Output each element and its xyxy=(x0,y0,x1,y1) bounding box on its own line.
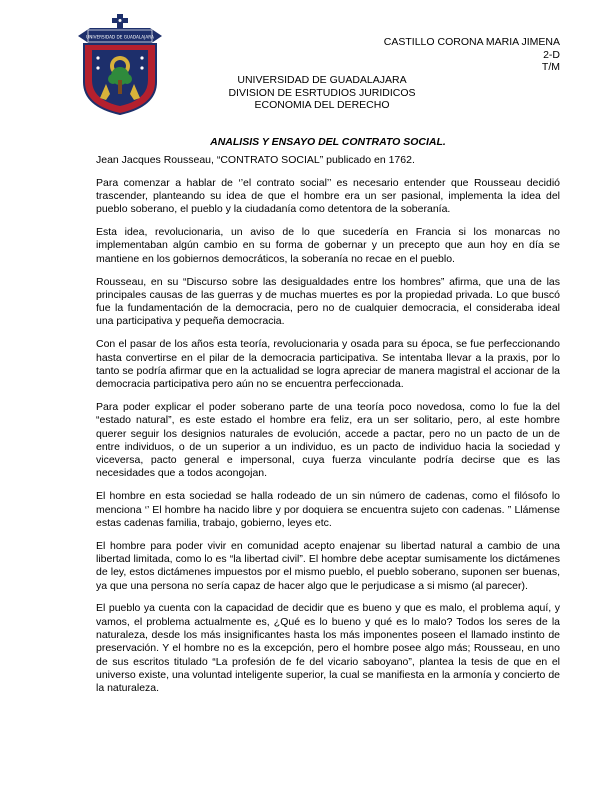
group-label: 2-D xyxy=(543,48,560,61)
author-block xyxy=(384,36,560,74)
paragraph: Rousseau, en su “Discurso sobre las desigualdades entre los hombres” afirma, que una de las principales causas de las guerras y de muchas muertes es por la propiedad privada. Lo que buscó fue la fundamentación de la democracia, pero no de cualquier democracia, el consideraba ideal una participativa y pequeña democracia. xyxy=(96,275,560,328)
paragraph: Para comenzar a hablar de ‘’el contrato social’’ es necesario entender que Rousseau decidió trascender, planteando su idea de que el hombre era un ser pasional, implementa la idea del pueblo soberano, el pueblo y la ciudadanía como detentora de la soberanía. xyxy=(96,176,560,216)
document-title: ANALISIS Y ENSAYO DEL CONTRATO SOCIAL. xyxy=(210,136,446,148)
paragraph: El pueblo ya cuenta con la capacidad de decidir que es bueno y que es malo, el problema aquí, y vamos, el problema actualmente es, ¿Qué es lo bueno y qué es lo malo? Todos los seres de la naturaleza, desde los más insignificantes hasta los más imponentes poseen el llamado instinto de preservación. Y el hombre no es la excepción, pero el hombre posee algo más; Rousseau, en uno de sus escritos titulado “La profesión de fe del vicario saboyano”, plantea la tesis de que en el universo existe, una voluntad inteligente superior, la cual se manifiesta en la armonía y concierto de la naturaleza. xyxy=(96,602,560,695)
paragraph: Jean Jacques Rousseau, “CONTRATO SOCIAL” publicado en 1762. xyxy=(96,154,415,166)
paragraph: Esta idea, revolucionaria, un aviso de lo que sucedería en Francia si los monarcas no implementaban algún cambio en su forma de gobernar y un precepto que aun hoy en día se mantiene en los gobiernos democráticos, la soberanía no recae en el pueblo. xyxy=(96,226,560,265)
document-body xyxy=(96,154,560,705)
paragraph: Con el pasar de los años esta teoría, revolucionaria y osada para su época, se fue perfeccionando hasta convertirse en el pilar de la democracia participativa. Se intentaba llevar a la praxis, por lo tanto se podría afirmar que en la actualidad se logra apreciar de manera magistral el accionar de la democracia participativa pero aún no se encuentra perfeccionada. xyxy=(96,338,560,391)
university-name: UNIVERSIDAD DE GUADALAJARA xyxy=(237,74,407,86)
svg-text:UNIVERSIDAD DE GUADALAJARA: UNIVERSIDAD DE GUADALAJARA xyxy=(86,34,154,40)
paragraph: El hombre para poder vivir en comunidad acepto enajenar su libertad natural a cambio de una libertad limitada, como lo es “la libertad civil”. El hombre debe aceptar sumisamente los dictámenes de ley, estos dictámenes impuestos por el mismo pueblo, el pueblo soberano, suponen ser buenas, ya que una persona no sería capaz de hacer algo que le perjudicase a si mismo (al parecer). xyxy=(96,539,560,592)
paragraph: El hombre en esta sociedad se halla rodeado de un sin número de cadenas, como el filósofo lo menciona ‘’ El hombre ha nacido libre y por doquiera se encuentra sujeto con cadenas. ” Llámense estas cadenas familia, trabajo, gobierno, leyes etc. xyxy=(96,490,560,529)
institution-block xyxy=(200,74,444,112)
shift-label: T/M xyxy=(541,61,560,73)
author-name: CASTILLO CORONA MARIA JIMENA xyxy=(383,36,560,48)
paragraph: Para poder explicar el poder soberano parte de una teoría poco novedosa, como lo fue la del “estado natural”, es este estado el hombre era feliz, era un ser solitario, pero, al este hombre querer seguir los designios naturales de evolución, accede a pactar, pero no un pacto de un de entre individuos, o de un superior a un individuo, es un pacto de individuo hacia la sociedad y viceversa, pacto general e impersonal, cuya fuerza vinculante podría decirse que es las necesidades que a todos acongojan. xyxy=(96,400,560,480)
university-crest-icon xyxy=(76,14,164,116)
course-name: ECONOMIA DEL DERECHO xyxy=(254,99,390,111)
division-name: DIVISION DE ESRTUDIOS JURIDICOS xyxy=(228,86,416,99)
